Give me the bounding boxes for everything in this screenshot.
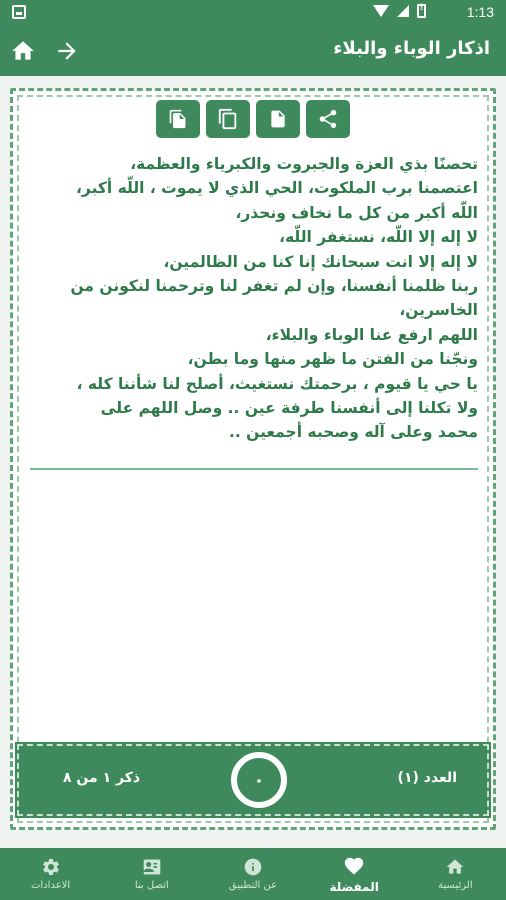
arrow-right-icon <box>54 38 80 64</box>
dhikr-line: ولا تكلنا إلى أنفسنا طرفة عين .. وصل اللهم على <box>100 399 478 418</box>
home-button[interactable] <box>10 38 36 64</box>
repeat-count-label: العدد (١) <box>397 770 457 786</box>
nav-label: عن التطبيق <box>228 880 278 891</box>
notification-icon <box>12 5 26 19</box>
nav-label: المفضلة <box>329 879 379 894</box>
dhikr-line: اعتصمنا برب الملكوت، الحي الذي لا يموت ، اللّه أكبر، <box>76 179 478 198</box>
dhikr-line: لا إله إلا انت سبحانك إنا كنا من الظالمين، <box>163 252 478 271</box>
copy-icon <box>168 109 188 129</box>
dhikr-line: يا حي يا قيوم ، برحمتك نستغيث، أصلح لنا شأننا كله ، <box>76 374 478 393</box>
dhikr-line: اللهم ارفع عنا الوباء والبلاء، <box>265 325 478 344</box>
bottom-nav <box>0 848 506 900</box>
action-toolbar <box>156 100 350 138</box>
share-icon <box>317 108 339 130</box>
share-button[interactable] <box>306 100 350 138</box>
status-time: 1:13 <box>466 4 494 20</box>
dhikr-line: اللّه أكبر من كل ما نخاف ونحذر، <box>235 203 478 222</box>
dhikr-line: تحصنًا بذي العزة والجبروت والكبرياء والعظمة، <box>130 155 478 173</box>
dhikr-line: محمد وعلى آله وصحبه أجمعين .. <box>228 423 478 442</box>
nav-item-about[interactable] <box>202 848 303 900</box>
dhikr-line: ونجّنا من الفتن ما ظهر منها وما بطن، <box>187 350 478 369</box>
divider <box>30 468 478 470</box>
home-icon <box>445 857 465 877</box>
home-icon <box>10 38 36 64</box>
counter-button[interactable]: ٠ <box>231 752 287 808</box>
copy-all-button[interactable] <box>206 100 250 138</box>
heart-icon <box>343 855 365 877</box>
status-bar <box>0 0 506 26</box>
file-icon <box>268 109 288 129</box>
battery-icon <box>417 4 426 18</box>
signal-icon <box>397 5 409 17</box>
nav-label: اتصل بنا <box>134 880 169 891</box>
nav-item-favorites[interactable] <box>304 848 405 900</box>
counter-bar <box>17 744 489 816</box>
dhikr-index-label: ذكر ١ من ٨ <box>63 770 141 786</box>
gear-icon <box>41 857 61 877</box>
page-title: اذكار الوباء والبلاء <box>333 38 490 59</box>
nav-item-home[interactable] <box>405 848 506 900</box>
forward-arrow-button[interactable] <box>54 38 80 64</box>
contact-card-icon <box>141 857 163 877</box>
info-icon <box>243 857 263 877</box>
dhikr-line: الخاسرين، <box>399 301 478 320</box>
copy-all-icon <box>217 108 239 130</box>
wifi-icon <box>373 5 389 17</box>
copy-button[interactable] <box>156 100 200 138</box>
dhikr-line: ربنا ظلمنا أنفسنا، وإن لم تغفر لنا وترحمنا لنكونن من <box>70 277 478 296</box>
nav-label: الرئيسية <box>438 880 473 891</box>
file-button[interactable] <box>256 100 300 138</box>
nav-item-settings[interactable] <box>0 848 101 900</box>
app-bar <box>0 26 506 76</box>
nav-label: الاعدادات <box>31 880 71 891</box>
dhikr-line: لا إله إلا اللّه، نستغفر اللّه، <box>279 228 478 247</box>
nav-item-contact[interactable] <box>101 848 202 900</box>
dhikr-text <box>26 152 478 445</box>
